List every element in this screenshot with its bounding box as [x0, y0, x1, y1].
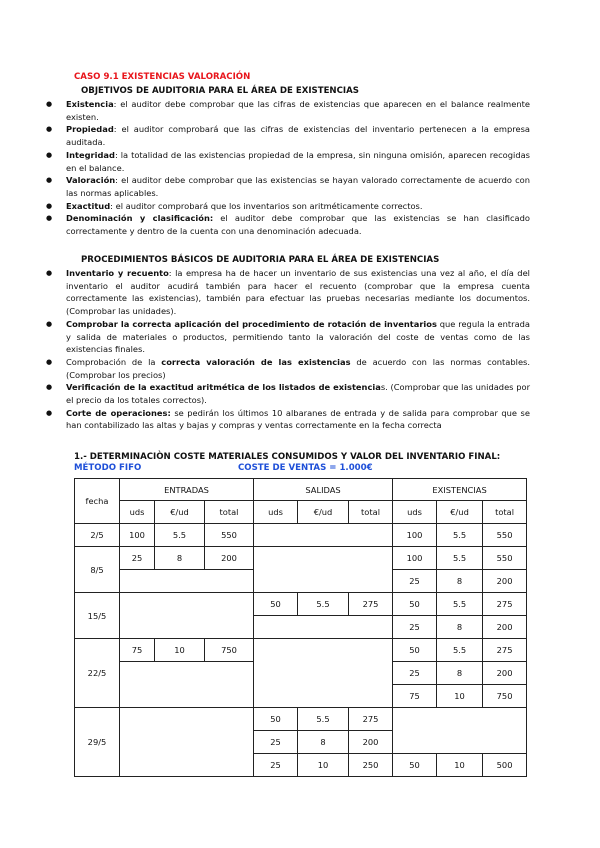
list-item: ● Comprobar la correcta aplicación del procedimiento de rotación de inventarios que regula la entrada y salida de materiales o productos, permitiendo tanto la valoración del coste de ventas como de las existencias finales.	[66, 318, 530, 356]
table-cell: 200	[205, 547, 254, 570]
list-item: ● Valoración: el auditor debe comprobar que las existencias se hayan valorado correctamente de acuerdo con las normas aplicables.	[66, 174, 530, 199]
table-cell: 10	[437, 754, 483, 777]
empty-cell	[120, 708, 254, 777]
table-cell: 25	[254, 731, 298, 754]
empty-cell	[254, 616, 393, 639]
table-cell: 50	[393, 639, 437, 662]
empty-cell	[393, 708, 527, 754]
subheader-cell: €/ud	[437, 501, 483, 524]
empty-cell	[120, 662, 254, 708]
subheader-cell: €/ud	[155, 501, 205, 524]
table-cell: 750	[483, 685, 527, 708]
list-item: ● Corte de operaciones: se pedirán los últimos 10 albaranes de entrada y de salida para comprobar que se han contabilizado las altas y bajas y compras y ventas correctamente en la fecha correcta	[66, 407, 530, 432]
table-cell: 5.5	[298, 708, 349, 731]
header-fecha: fecha	[75, 479, 120, 524]
table-cell: 5.5	[155, 524, 205, 547]
list-item: ● Existencia: el auditor debe comprobar que las cifras de existencias que aparecen en el balance realmente existen.	[66, 98, 530, 123]
header-entradas: ENTRADAS	[120, 479, 254, 501]
fecha-cell: 15/5	[75, 593, 120, 639]
table-row	[75, 547, 527, 570]
coste-ventas-label: COSTE DE VENTAS = 1.000€	[238, 463, 373, 473]
table-cell: 100	[393, 524, 437, 547]
table-cell: 550	[205, 524, 254, 547]
table-row	[75, 639, 527, 662]
table-cell: 50	[393, 754, 437, 777]
table-cell: 25	[120, 547, 155, 570]
table-cell: 8	[437, 570, 483, 593]
table-cell: 275	[483, 593, 527, 616]
table-cell: 100	[120, 524, 155, 547]
table-cell: 500	[483, 754, 527, 777]
table-cell: 50	[254, 708, 298, 731]
table-cell: 5.5	[437, 524, 483, 547]
table-cell: 75	[120, 639, 155, 662]
table-cell: 250	[349, 754, 393, 777]
procedimientos-list	[66, 267, 530, 432]
empty-cell	[120, 593, 254, 639]
table-cell: 200	[483, 616, 527, 639]
procedimientos-heading: PROCEDIMIENTOS BÁSICOS DE AUDITORIA PARA EL ÁREA DE EXISTENCIAS	[81, 255, 440, 265]
table-cell: 10	[155, 639, 205, 662]
table-cell: 275	[349, 593, 393, 616]
table-cell: 100	[393, 547, 437, 570]
list-item: ● Denominación y clasificación: el auditor debe comprobar que las existencias se han clasificado correctamente y dentro de la cuenta con una denominación adecuada.	[66, 212, 530, 237]
table-row	[75, 593, 527, 616]
table-cell: 275	[483, 639, 527, 662]
table-cell: 25	[393, 616, 437, 639]
table-cell: 75	[393, 685, 437, 708]
objetivos-heading: OBJETIVOS DE AUDITORIA PARA EL ÁREA DE EXISTENCIAS	[81, 86, 359, 96]
table-cell: 5.5	[298, 593, 349, 616]
table-cell: 5.5	[437, 547, 483, 570]
table-cell: 550	[483, 547, 527, 570]
list-item: ● Exactitud: el auditor comprobará que los inventarios son aritméticamente correctos.	[66, 200, 530, 213]
list-item: ● Comprobación de la correcta valoración de las existencias de acuerdo con las normas contables. (Comprobar los precios)	[66, 356, 530, 381]
metodo-label: MÉTODO FIFO	[74, 463, 142, 473]
case-title: CASO 9.1 EXISTENCIAS VALORACIÓN	[74, 72, 251, 82]
table-cell: 275	[349, 708, 393, 731]
subheader-cell: uds	[254, 501, 298, 524]
table-cell: 8	[155, 547, 205, 570]
table-cell: 750	[205, 639, 254, 662]
subheader-cell: €/ud	[298, 501, 349, 524]
subheader-cell: uds	[393, 501, 437, 524]
table-cell: 10	[437, 685, 483, 708]
objetivos-list	[66, 98, 530, 238]
table-cell: 25	[254, 754, 298, 777]
fecha-cell: 29/5	[75, 708, 120, 777]
table-cell: 200	[349, 731, 393, 754]
fecha-cell: 2/5	[75, 524, 120, 547]
table-cell: 10	[298, 754, 349, 777]
fecha-cell: 8/5	[75, 547, 120, 593]
empty-cell	[254, 639, 393, 708]
table-cell: 50	[254, 593, 298, 616]
list-item: ● Propiedad: el auditor comprobará que las cifras de existencias del inventario pertenecen a la empresa auditada.	[66, 123, 530, 148]
table-row	[75, 708, 527, 731]
header-salidas: SALIDAS	[254, 479, 393, 501]
list-item: ● Verificación de la exactitud aritmética de los listados de existencias. (Comprobar que las unidades por el precio da los totales correctos).	[66, 381, 530, 406]
table-cell: 5.5	[437, 639, 483, 662]
fecha-cell: 22/5	[75, 639, 120, 708]
section1-heading: 1.- DETERMINACIÒN COSTE MATERIALES CONSUMIDOS Y VALOR DEL INVENTARIO FINAL:	[74, 452, 501, 462]
subheader-cell: total	[205, 501, 254, 524]
table-cell: 25	[393, 662, 437, 685]
subheader-cell: uds	[120, 501, 155, 524]
empty-cell	[120, 570, 254, 593]
table-cell: 550	[483, 524, 527, 547]
fifo-table	[74, 478, 527, 777]
subheader-cell: total	[349, 501, 393, 524]
list-item: ● Integridad: la totalidad de las existencias propiedad de la empresa, sin ninguna omisión, aparecen recogidas en el balance.	[66, 149, 530, 174]
empty-cell	[254, 524, 393, 547]
table-cell: 8	[437, 616, 483, 639]
subheader-cell: total	[483, 501, 527, 524]
table-cell: 200	[483, 570, 527, 593]
table-cell: 200	[483, 662, 527, 685]
table-cell: 8	[437, 662, 483, 685]
table-row	[75, 524, 527, 547]
table-cell: 5.5	[437, 593, 483, 616]
table-cell: 50	[393, 593, 437, 616]
header-existencias: EXISTENCIAS	[393, 479, 527, 501]
table-cell: 8	[298, 731, 349, 754]
empty-cell	[254, 547, 393, 593]
list-item: ● Inventario y recuento: la empresa ha de hacer un inventario de sus existencias una vez al año, el día del inventario el auditor acudirá también para hacer el recuento (comprobar que la empresa cuenta correctamente las existencias), también para efectuar las pruebas necesarias mediante los documentos. (Comprobar las unidades).	[66, 267, 530, 318]
table-cell: 25	[393, 570, 437, 593]
